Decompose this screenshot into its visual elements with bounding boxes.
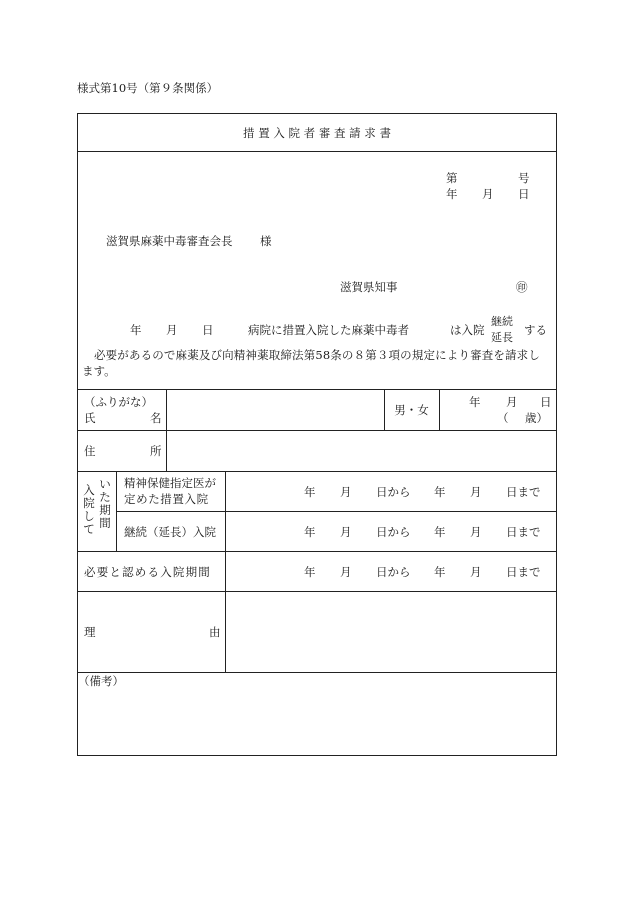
continued-from-month: 月 bbox=[340, 525, 352, 539]
label-name-b: 名 bbox=[150, 411, 162, 425]
rule-address-bottom bbox=[78, 471, 556, 472]
body-hospital-phrase: 病院に措置入院した麻薬中毒者 bbox=[248, 323, 409, 337]
label-reason-b: 由 bbox=[209, 625, 221, 639]
doc-no-go: 号 bbox=[518, 171, 530, 185]
label-remarks: （備考） bbox=[78, 674, 124, 688]
designated-from-month: 月 bbox=[340, 485, 352, 499]
required-until-year: 年 bbox=[434, 565, 446, 579]
designated-until-day: 日まで bbox=[506, 485, 541, 499]
birth-day: 日 bbox=[540, 395, 552, 409]
label-sex: 男・女 bbox=[394, 403, 429, 417]
issuer: 滋賀県知事 bbox=[340, 280, 398, 294]
rule-vertical-label bbox=[116, 471, 117, 551]
birth-year: 年 bbox=[469, 395, 481, 409]
form-title: 措 置 入 院 者 審 査 請 求 書 bbox=[243, 126, 391, 140]
body-line-3: ます。 bbox=[82, 364, 116, 378]
label-address-b: 所 bbox=[150, 444, 162, 458]
label-required-period: 必要と認める入院期間 bbox=[84, 565, 211, 579]
age-open: （ bbox=[497, 411, 509, 425]
continued-from-year: 年 bbox=[304, 525, 316, 539]
label-designated-line-2: 定めた措置入院 bbox=[124, 492, 209, 506]
rule-body-bottom bbox=[78, 389, 556, 390]
age-close: 歳） bbox=[525, 411, 548, 425]
body-year: 年 bbox=[130, 323, 142, 337]
label-address-a: 住 bbox=[84, 444, 96, 458]
label-name-a: 氏 bbox=[84, 411, 96, 425]
label-period-col-2: い た 期 間 bbox=[99, 477, 111, 530]
rule-designated-bottom bbox=[116, 511, 556, 512]
doc-no-dai: 第 bbox=[446, 171, 458, 185]
body-month: 月 bbox=[166, 323, 178, 337]
designated-until-month: 月 bbox=[470, 485, 482, 499]
body-line-2: 必要があるので麻薬及び向精神薬取締法第58条の８第３項の規定により審査を請求し bbox=[94, 348, 540, 362]
label-continued: 継続（延長）入院 bbox=[124, 525, 216, 539]
required-from-month: 月 bbox=[340, 565, 352, 579]
rule-sex-right bbox=[439, 389, 440, 430]
continued-until-year: 年 bbox=[434, 525, 446, 539]
designated-from-day: 日から bbox=[376, 485, 411, 499]
continued-until-day: 日まで bbox=[506, 525, 541, 539]
date-month: 月 bbox=[482, 187, 494, 201]
addressee: 滋賀県麻薬中毒審査会長 bbox=[106, 234, 233, 248]
label-reason-a: 理 bbox=[84, 625, 96, 639]
body-suru: する bbox=[524, 323, 547, 337]
rule-label-col bbox=[166, 389, 167, 471]
required-from-year: 年 bbox=[304, 565, 316, 579]
date-day: 日 bbox=[518, 187, 530, 201]
option-extend: 延長 bbox=[491, 331, 513, 344]
label-period-col-1: 入 院 し て bbox=[83, 483, 95, 536]
required-from-day: 日から bbox=[376, 565, 411, 579]
designated-from-year: 年 bbox=[304, 485, 316, 499]
birth-month: 月 bbox=[506, 395, 518, 409]
option-continue: 継続 bbox=[491, 315, 513, 328]
continued-from-day: 日から bbox=[376, 525, 411, 539]
body-admission: は入院 bbox=[450, 323, 485, 337]
rule-reason-bottom bbox=[78, 672, 556, 673]
date-year: 年 bbox=[446, 187, 458, 201]
label-designated-line-1: 精神保健指定医が bbox=[124, 476, 216, 490]
body-day: 日 bbox=[202, 323, 214, 337]
form-number: 様式第10号（第９条関係） bbox=[77, 81, 219, 95]
label-furigana: （ふりがな） bbox=[84, 395, 153, 409]
continued-until-month: 月 bbox=[470, 525, 482, 539]
rule-name-bottom bbox=[78, 430, 556, 431]
required-until-day: 日まで bbox=[506, 565, 541, 579]
rule-value-col bbox=[225, 471, 226, 672]
addressee-suffix: 様 bbox=[260, 234, 272, 248]
required-until-month: 月 bbox=[470, 565, 482, 579]
seal-mark: ㊞ bbox=[516, 280, 528, 294]
rule-title-bottom bbox=[78, 151, 556, 152]
request-form bbox=[77, 113, 557, 756]
rule-period-bottom bbox=[78, 551, 556, 552]
rule-required-bottom bbox=[78, 591, 556, 592]
designated-until-year: 年 bbox=[434, 485, 446, 499]
